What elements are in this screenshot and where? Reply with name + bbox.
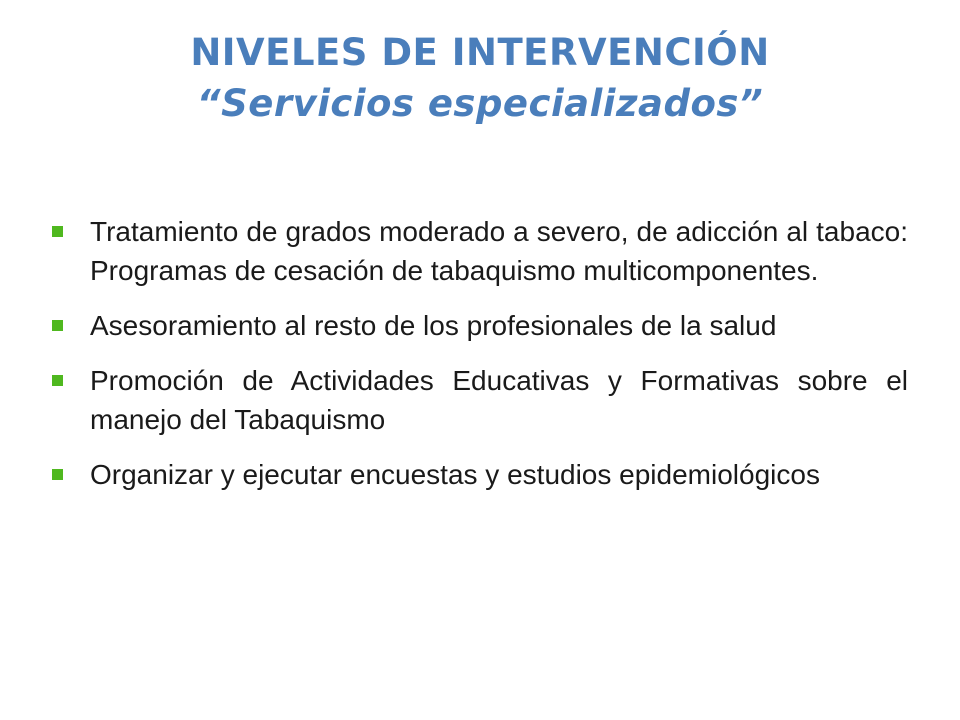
square-bullet-icon	[52, 320, 63, 331]
square-bullet-icon	[52, 226, 63, 237]
square-bullet-icon	[52, 375, 63, 386]
bullet-item-surveys	[48, 455, 908, 494]
bullet-text: Asesoramiento al resto de los profesionales de la salud	[90, 310, 777, 341]
slide-title	[0, 28, 960, 130]
bullet-text: Promoción de Actividades Educativas y Formativas sobre el manejo del Tabaquismo	[90, 365, 908, 435]
bullet-item-education	[48, 361, 908, 439]
title-subheading: “Servicios especializados”	[196, 82, 764, 125]
bullet-item-advice	[48, 306, 908, 345]
title-heading: NIVELES DE INTERVENCIÓN	[190, 31, 770, 74]
bullet-text: Organizar y ejecutar encuestas y estudios epidemiológicos	[90, 459, 820, 490]
bullet-list	[48, 212, 908, 510]
bullet-text: Tratamiento de grados moderado a severo, de adicción al tabaco: Programas de cesación de tabaquismo multicomponentes.	[90, 216, 908, 286]
square-bullet-icon	[52, 469, 63, 480]
bullet-item-treatment	[48, 212, 908, 290]
